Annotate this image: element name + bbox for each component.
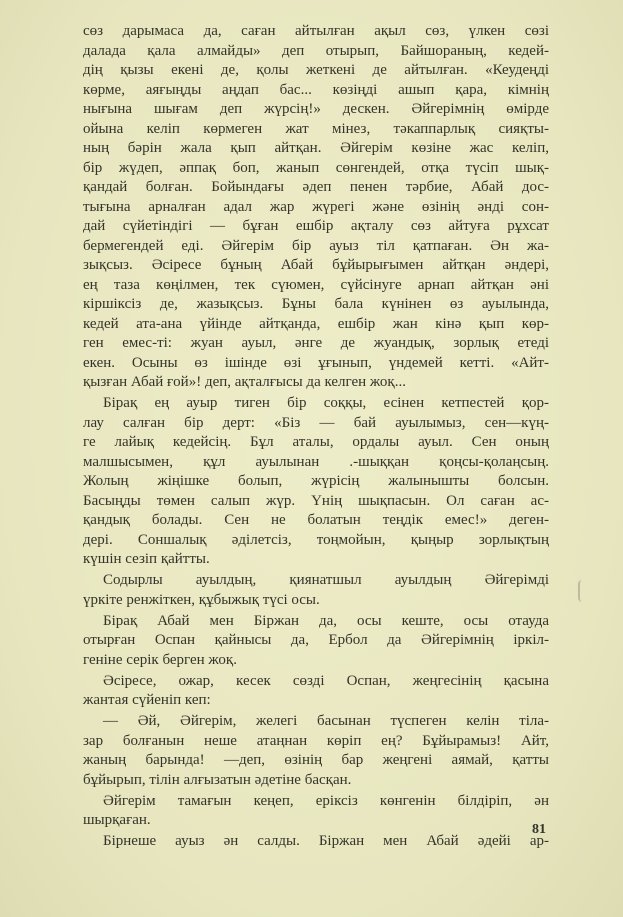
margin-bracket-mark bbox=[578, 580, 586, 602]
text-line: ойына келіп көрмеген жат мінез, тәкаппарлық сияқты- bbox=[83, 120, 549, 137]
text-line: Әсіресе, ожар, кесек сөзді Оспан, жеңгесінің қасына bbox=[103, 672, 549, 689]
paragraph bbox=[83, 672, 549, 711]
text-line: бір жүдеп, әппақ боп, жанып сөнгендей, отқа түсіп шық- bbox=[83, 159, 549, 176]
text-line: Басыңды төмен салып жүр. Үнің шықпасын. Ол саған ас- bbox=[83, 492, 549, 509]
text-line: тығына арналған адал жар жүрегі және өзінің әнді сон- bbox=[83, 198, 549, 215]
text-line: қандық болады. Сен не болатын теңдік емес!» деген- bbox=[83, 512, 549, 528]
text-line: — Әй, Әйгерім, желегі басынан түспеген келін тіла- bbox=[103, 713, 549, 729]
paragraph bbox=[83, 792, 549, 831]
text-line: лау салған бір дерт: «Біз — бай ауылымыз, сен—күң- bbox=[83, 414, 549, 431]
text-line: зар болғанын неше атаңнан көріп ең? Бұйырамыз! Айт, bbox=[83, 732, 549, 749]
text-line: ның бәрін жала қып айтқан. Әйгерім көзіне жас келіп, bbox=[83, 140, 549, 156]
paragraph bbox=[83, 22, 549, 393]
paragraph bbox=[83, 571, 549, 610]
text-line: көрме, аяғыңды аңдап бас... көзіңді ашып қара, кімнің bbox=[83, 81, 549, 98]
text-line: дай сүйетіндігі — бұған ешбір ақталу сөз айтуға рұхсат bbox=[83, 218, 549, 234]
text-line: қандай болған. Бойындағы әдеп пенен тәрбие, Абай дос- bbox=[83, 179, 549, 195]
paragraph bbox=[83, 612, 549, 671]
text-line: бермегендей еді. Әйгерім бір ауыз тіл қатпаған. Ән жа- bbox=[83, 237, 549, 254]
text-line: дің қызы екені де, қолы жеткені де айтылған. «Кеудеңді bbox=[83, 62, 549, 78]
body-text bbox=[83, 22, 549, 853]
text-line: Бірақ ең ауыр тиген бір соққы, есінен кетпестей қор- bbox=[103, 395, 549, 411]
text-line: жаның барында! —деп, өзінің бар жеңгені аямай, қатты bbox=[83, 752, 549, 768]
text-line: бұйырып, тілін алғызатын әдетіне басқан. bbox=[83, 771, 352, 788]
text-line: дері. Соншалық әділетсіз, тоңмойын, қыңыр зорлықтың bbox=[83, 531, 549, 548]
text-line: Әйгерім тамағын кеңеп, еріксіз көнгенін білдіріп, ән bbox=[103, 792, 549, 809]
text-line: Содырлы ауылдың, қиянатшыл ауылдың Әйгерімді bbox=[103, 572, 549, 588]
text-line: шырқаған. bbox=[83, 812, 151, 828]
text-line: Жолың жіңішке болып, жүрісің жалынышты болсын. bbox=[83, 473, 549, 489]
text-line: отырған Оспан қайнысы да, Ербол да Әйгерімнің іркіл- bbox=[83, 632, 549, 648]
text-line: үркіте ренжіткен, құбыжық түсі осы. bbox=[83, 591, 320, 608]
text-line: Бірақ Абай мен Біржан да, осы кеште, осы отауда bbox=[103, 612, 549, 629]
text-line: сөз дарымаса да, саған айтылған ақыл сөз, үлкен сөзі bbox=[83, 23, 549, 39]
text-line: далада қала алмайды» деп отырып, Байшораның, кедей- bbox=[83, 42, 549, 59]
text-line: ген емес-ті: жуан ауыл, әнге де жуандық, зорлық етеді bbox=[83, 335, 549, 351]
text-line: ге лайық кедейсің. Бұл аталы, ордалы ауыл. Сен оның bbox=[83, 434, 549, 450]
text-line: зықсыз. Әсіресе бұның Абай бұйырығымен айтқан әндері, bbox=[83, 257, 549, 273]
text-line: малшысымен, құл ауылынан .-шыққан қоңсы-қолаңсың. bbox=[83, 453, 549, 470]
text-line: күшін сезіп қайтты. bbox=[83, 551, 210, 567]
text-line: кіршіксіз де, жазықсыз. Бұны бала күнінен өз ауылында, bbox=[83, 296, 549, 312]
page-number: 81 bbox=[532, 822, 546, 837]
paragraph bbox=[83, 394, 549, 570]
text-line: жантая сүйеніп кеп: bbox=[83, 692, 211, 708]
paragraph bbox=[83, 712, 549, 790]
text-line: геніне серік берген жоқ. bbox=[83, 651, 237, 668]
text-line: екен. Осыны өз ішінде өзі ұғынып, үндемей кетті. «Айт- bbox=[83, 354, 549, 371]
text-line: қызған Абай ғой»! деп, ақталғысы да келген жоқ... bbox=[83, 374, 406, 390]
text-line: ең таза көңілмен, тек сүюмен, сүйсінуге арнап айтқан әні bbox=[83, 276, 549, 293]
paragraph bbox=[83, 832, 549, 852]
text-line: кедей ата-ана үйінде айтқанда, ешбір жан кінә қып көр- bbox=[83, 315, 549, 332]
text-line: нығына шығам деп жүрсің!» дескен. Әйгерімнің өмірде bbox=[83, 101, 549, 117]
text-line: Бірнеше ауыз ән салды. Біржан мен Абай әдейі ар- bbox=[103, 833, 549, 849]
